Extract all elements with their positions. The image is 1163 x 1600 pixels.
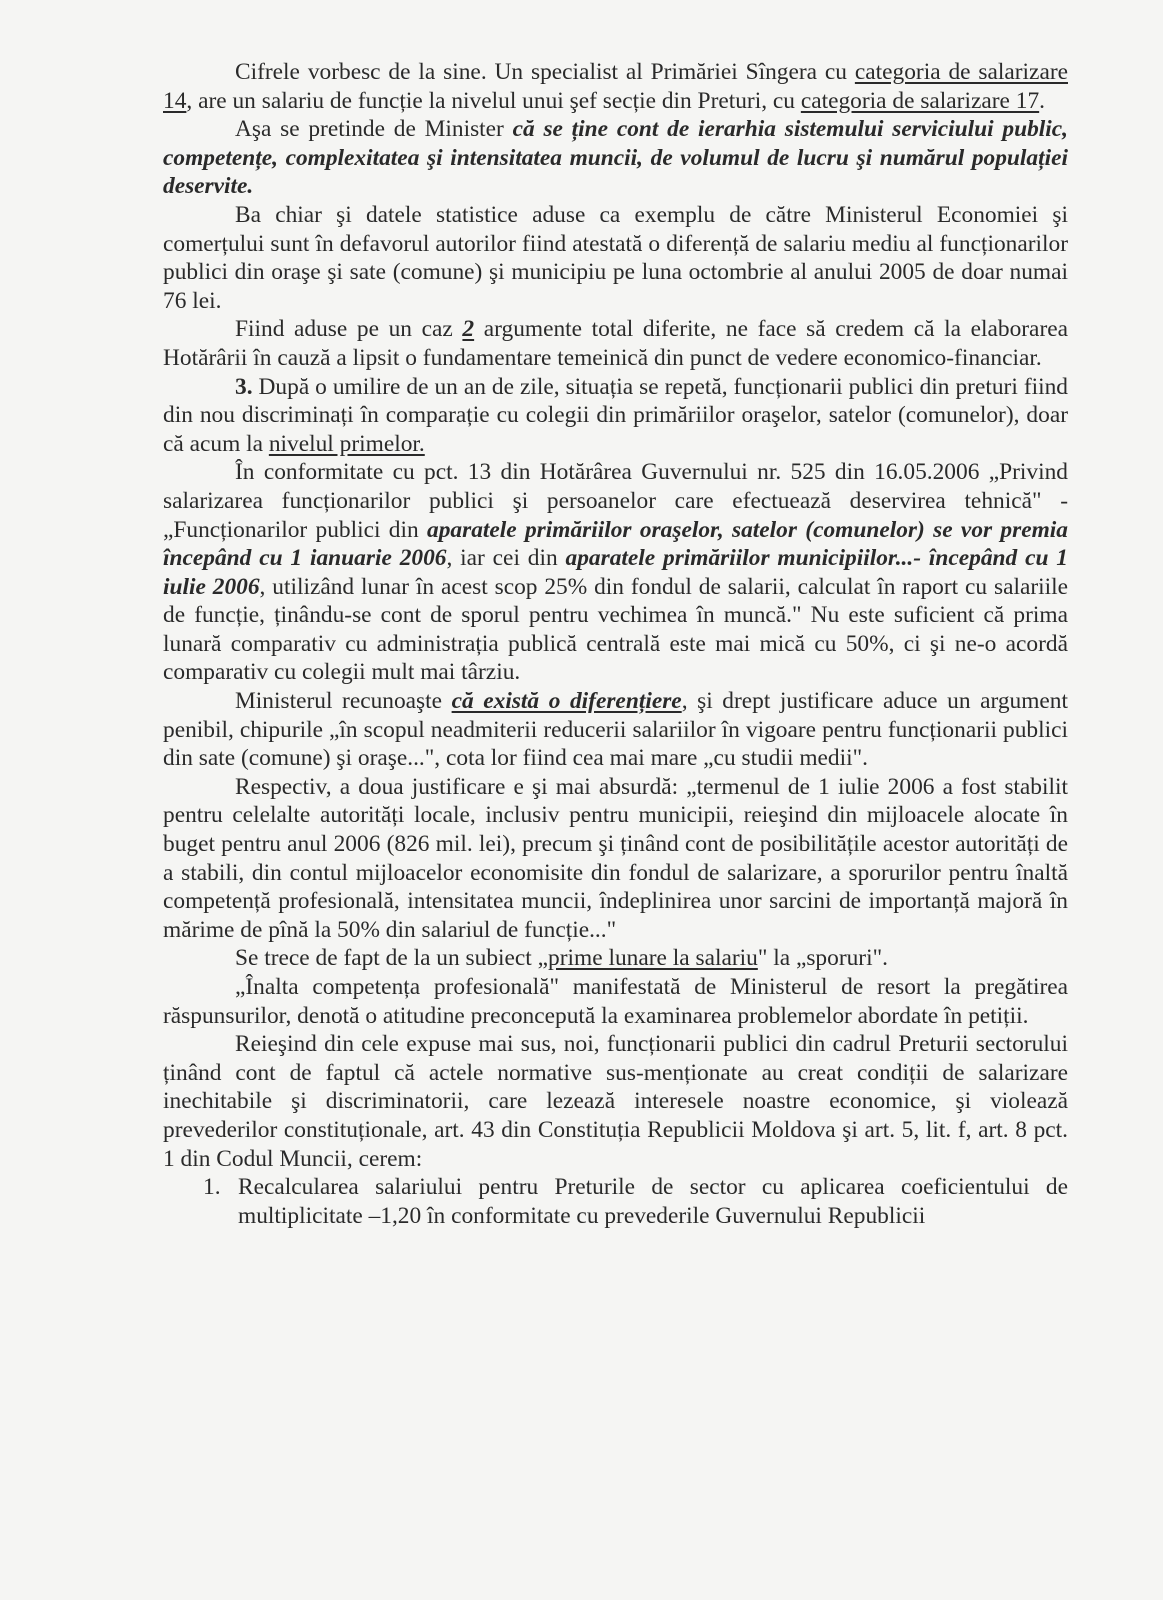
paragraph-11: Reieşind din cele expuse mai sus, noi, funcționarii publici din cadrul Preturii sectorului ținând cont de faptul că actele normative sus-menționate au creat condiții de salarizare inechitabile şi discriminatorii, care lezează interesele noastre economice, şi violează prevederilor constituționale, art. 43 din Constituția Republicii Moldova şi art. 5, lit. f, art. 8 pct. 1 din Codul Muncii, cerem: <box>163 1031 1068 1172</box>
handwritten-number: 2 <box>462 316 475 343</box>
paragraph-8: Respectiv, a doua justificare e şi mai absurdă: „termenul de 1 iulie 2006 a fost stabilit pentru celelalte autorități locale, inclusiv pentru municipii, reieşind din mijloacele alocate în buget pentru anul 2006 (826 mil. lei), precum şi ținând cont de posibilitățile acestor autorități de a stabili, din contul mijloacelor economisite din fondul de salarizare, a sporurilor pentru înaltă competență profesională, intensitatea muncii, îndeplinirea unor sarcini de importanță majoră în mărime de pînă la 50% din salariul de funcție..." <box>163 773 1068 943</box>
requests-list <box>163 1173 1068 1230</box>
underlined-monthly-primes: prime lunare la salariu <box>548 945 758 972</box>
paragraph-9: Se trece de fapt de la un subiect „prime lunare la salariu" la „sporuri". <box>235 945 888 972</box>
list-item <box>163 1173 1068 1230</box>
emphasis-towns: aparatele primăriilor oraşelor, satelor (comunelor) se vor premia începând cu 1 ianuarie 2006 <box>163 516 1068 572</box>
emphasis-municipalities: aparatele primăriilor municipiilor...- începând cu 1 iulie 2006 <box>163 545 1069 600</box>
paragraph-7: Ministerul recunoaşte că există o diferențiere, şi drept justificare aduce un argument penibil, chipurile „în scopul neadmiterii reducerii salariilor în vigoare pentru funcționarii publici din sate (comune) şi oraşe...", cota lor fiind cea mai mare „cu studii medii". <box>163 688 1068 772</box>
paragraph-6: În conformitate cu pct. 13 din Hotărârea Guvernului nr. 525 din 16.05.2006 „Privind salarizarea funcționarilor publici şi persoanelor care efectuează deservirea tehnică" - „Funcționarilor publici din aparatele primăriilor oraşelor, satelor (comunelor) se vor premia începând cu 1 ianuarie 2006, iar cei din aparatele primăriilor municipiilor...- începând cu 1 iulie 2006, utilizând lunar în acest scop 25% din fondul de salarii, calculat în raport cu salariile de funcție, ținându-se cont de sporul pentru vechimea în muncă." Nu este suficient că prima lunară comparativ cu administrația publică centrală este mai mică cu 50%, ci şi ne-o acordă comparativ cu colegii mult mai târziu. <box>163 459 1069 686</box>
paragraph-10: „Înalta competența profesională" manifestată de Ministerul de resort la pregătirea răspunsurilor, denotă o atitudine preconcepută la examinarea problemelor abordate în petiții. <box>163 974 1068 1029</box>
paragraph-3: Ba chiar şi datele statistice aduse ca exemplu de către Ministerul Economiei şi comerțului sunt în defavorul autorilor fiind atestată o diferență de salariu mediu al funcționarilor publici din oraşe şi sate (comune) şi municipiu pe luna octombrie al anului 2005 de doar numai 76 lei. <box>163 201 1068 314</box>
underlined-category-14: categoria de salarizare 14 <box>163 59 1068 114</box>
paragraph-2: Aşa se pretinde de Minister că se ține cont de ierarhia sistemului serviciului public, competențe, complexitatea şi intensitatea muncii, de volumul de lucru şi numărul populației deservite. <box>163 116 1069 200</box>
emphasis-quote: că se ține cont de ierarhia sistemului serviciului public, competențe, complexitatea şi intensitatea muncii, de volumul de lucru şi numărul populației deservite. <box>163 116 1069 200</box>
emphasis-differentiation: că există o diferențiere <box>451 688 682 715</box>
list-item-text: Recalcularea salariului pentru Preturile de sector cu aplicarea coeficientului de multiplicitate –1,20 în conformitate cu prevederile Guvernului Republicii <box>238 1174 1068 1229</box>
paragraph-5: 3. După o umilire de un an de zile, situația se repetă, funcționarii publici din preturi fiind din nou discriminați în comparație cu colegii din primăriilor oraşelor, satelor (comunelor), doar că acum la nivelul primelor. <box>163 373 1068 457</box>
list-item-number: 1. <box>203 1174 221 1201</box>
underlined-category-17: categoria de salarizare 17 <box>800 87 1040 114</box>
underlined-primes-level: nivelul primelor. <box>268 430 425 457</box>
paragraph-4: Fiind aduse pe un caz 2 argumente total diferite, ne face să credem că la elaborarea Hotărârii în cauză a lipsit o fundamentare temeinică din punct de vedere economico-financiar. <box>163 316 1068 371</box>
document-body <box>163 58 1068 1230</box>
section-number: 3. <box>235 373 253 400</box>
paragraph-1: Cifrele vorbesc de la sine. Un specialist al Primăriei Sîngera cu categoria de salarizare 14, are un salariu de funcție la nivelul unui şef secție din Preturi, cu categoria de salarizare 17. <box>163 59 1068 114</box>
